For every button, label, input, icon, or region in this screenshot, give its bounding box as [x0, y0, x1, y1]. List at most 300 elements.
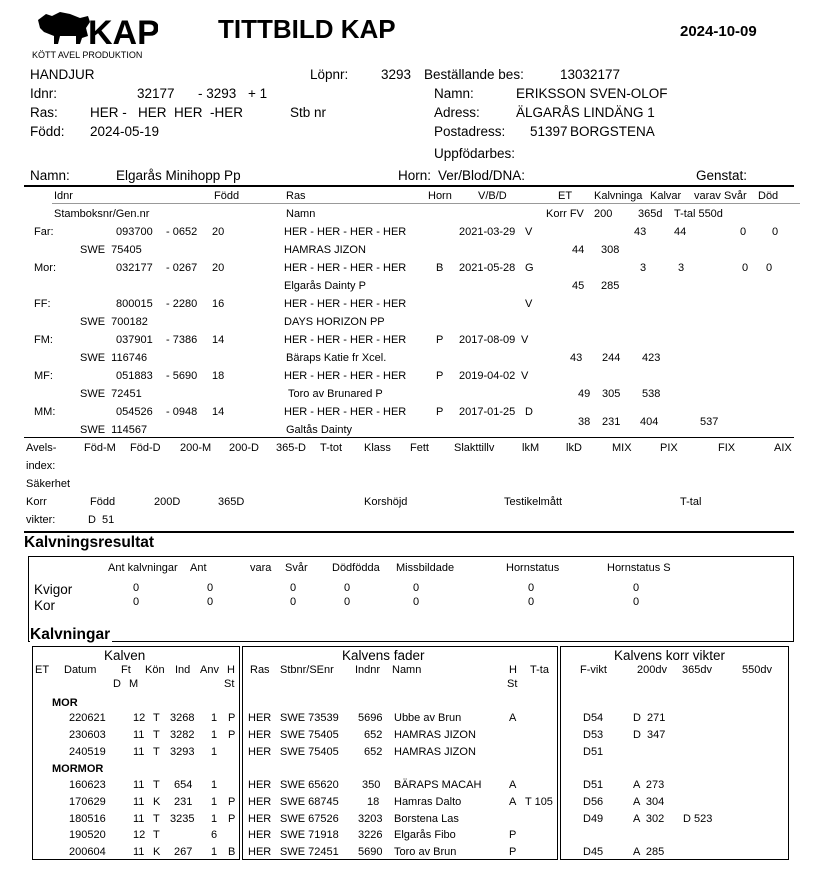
ped-ras: HER - HER - HER - HER: [284, 226, 407, 238]
k-200: D 347: [633, 729, 666, 741]
ped-c4: 0: [772, 226, 779, 238]
avel-head: MIX: [612, 442, 632, 454]
ped-horn: B: [436, 262, 444, 274]
ped-ras: HER - HER - HER - HER: [284, 298, 407, 310]
k-ind: 267: [174, 846, 193, 858]
k-ft: 11: [133, 813, 145, 825]
idnr-check: + 1: [248, 86, 268, 101]
ped-name: Galtås Dainty: [286, 424, 353, 436]
animal-name: Elgarås Minihopp Pp: [116, 168, 241, 183]
stb-label: Stb nr: [290, 105, 327, 120]
k-stb: SWE 65620: [280, 779, 339, 791]
ped-vbd: D: [525, 406, 533, 418]
sakerhet-label: Säkerhet: [26, 478, 71, 490]
divider: [24, 531, 794, 533]
ped-date: 2017-01-25: [459, 406, 516, 418]
idnr-label: Idnr:: [30, 86, 58, 101]
avel-head: Föd-D: [130, 442, 161, 454]
ped-r2: 244: [602, 352, 621, 364]
k-h: P: [228, 729, 236, 741]
kh-anv: Anv: [200, 664, 219, 676]
ped-header-et: ET: [558, 190, 573, 202]
ped-nr: - 0652: [166, 226, 198, 238]
lopnr-value: 3293: [381, 67, 412, 82]
k-anv: 1: [211, 846, 218, 858]
k-ft: 11: [133, 729, 145, 741]
avel-head: T-tot: [320, 442, 343, 454]
k-datum: 220621: [69, 712, 106, 724]
k-namn: HAMRAS JIZON: [394, 746, 476, 758]
k-fv: D45: [583, 846, 604, 858]
k-indnr: 350: [362, 779, 381, 791]
mormor-group-label: MORMOR: [52, 763, 104, 775]
group-korr: Kalvens korr vikter: [614, 648, 726, 663]
ped-label: FF:: [34, 298, 51, 310]
k-namn: BÄRAPS MACAH: [394, 779, 482, 791]
kr-value: 0: [207, 582, 214, 594]
postadress-label: Postadress:: [434, 124, 506, 139]
avel-head: Föd-M: [84, 442, 116, 454]
kr-value: 0: [633, 582, 640, 594]
kr-header: Ant: [190, 562, 207, 574]
k-ras: HER: [248, 796, 272, 808]
k-datum: 170629: [69, 796, 106, 808]
ped-c4: 0: [766, 262, 773, 274]
kh-datum: Datum: [64, 664, 97, 676]
group-kalven: Kalven: [104, 648, 146, 663]
ped-year: 14: [212, 406, 225, 418]
ped-stb: SWE 75405: [80, 244, 142, 256]
kh-st: St: [224, 678, 235, 690]
kalvningar-title: Kalvningar: [30, 626, 111, 643]
k-namn: HAMRAS JIZON: [394, 729, 476, 741]
k-anv: 1: [211, 813, 218, 825]
ped-vbd: V: [521, 370, 529, 382]
k-ras: HER: [248, 712, 272, 724]
ped-r3: 538: [642, 388, 661, 400]
ped-c1: 3: [640, 262, 647, 274]
k-indnr: 3203: [358, 813, 383, 825]
ped-r1: 38: [578, 416, 591, 428]
ped-date: 2019-04-02: [459, 370, 516, 382]
k-anv: 6: [211, 829, 218, 841]
ped-idnr: 051883: [116, 370, 153, 382]
kh-kon: Kön: [145, 664, 165, 676]
owner-name: ERIKSSON SVEN-OLOF: [516, 86, 668, 101]
ras-value: HER - HER HER -HER: [90, 105, 244, 120]
ped-idnr: 054526: [116, 406, 153, 418]
kr-value: 0: [344, 582, 351, 594]
ped-c2: 44: [674, 226, 687, 238]
kr-value: 0: [413, 582, 420, 594]
k-datum: 180516: [69, 813, 106, 825]
ped-ras: HER - HER - HER - HER: [284, 370, 407, 382]
ped-header-kalvar: Kalvar: [650, 190, 682, 202]
ped-r2: 305: [602, 388, 621, 400]
bestallande-value: 13032177: [560, 67, 621, 82]
ped-date: 2017-08-09: [459, 334, 516, 346]
ped-header-horn: Horn: [428, 190, 452, 202]
ped-ras: HER - HER - HER - HER: [284, 262, 407, 274]
dna-label: Ver/Blod/DNA:: [438, 168, 526, 183]
k-anv: 1: [211, 746, 218, 758]
print-date: 2024-10-09: [680, 23, 757, 40]
kr-value: 0: [133, 582, 140, 594]
kr-value: 0: [528, 582, 535, 594]
k-kon: T: [153, 779, 160, 791]
ped-year: 14: [212, 334, 225, 346]
ped-year: 20: [212, 262, 225, 274]
ped-r1: 43: [570, 352, 583, 364]
avel-head: PIX: [660, 442, 678, 454]
postnr-value: 51397: [530, 124, 568, 139]
k-fv: D49: [583, 813, 604, 825]
ped-date: 2021-03-29: [459, 226, 516, 238]
ped-nr: - 0948: [166, 406, 198, 418]
bestallande-label: Beställande bes:: [424, 67, 524, 82]
ped-idnr: 800015: [116, 298, 153, 310]
k-ras: HER: [248, 729, 272, 741]
k-fh: A: [509, 779, 517, 791]
korr-head: Testikelmått: [504, 496, 563, 508]
ped-header-namn: Namn: [286, 208, 316, 220]
k-ras: HER: [248, 813, 272, 825]
korr-head: Korr: [26, 496, 47, 508]
ped-header-200: 200: [594, 208, 613, 220]
avel-head: Slakttillv: [454, 442, 495, 454]
ped-year: 18: [212, 370, 225, 382]
kr-header: vara: [250, 562, 272, 574]
ped-date: 2021-05-28: [459, 262, 516, 274]
kh-indnr: Indnr: [355, 664, 381, 676]
k-indnr: 652: [364, 729, 383, 741]
kr-value: 0: [633, 596, 640, 608]
k-anv: 1: [211, 729, 218, 741]
kh-fvikt: F-vikt: [580, 664, 607, 676]
k-stb: SWE 67526: [280, 813, 339, 825]
k-ind: 231: [174, 796, 193, 808]
ped-idnr: 032177: [116, 262, 153, 274]
korr-head: T-tal: [680, 496, 702, 508]
ped-header-dod: Död: [758, 190, 779, 202]
horn-label: Horn:: [398, 168, 432, 183]
ped-idnr: 093700: [116, 226, 153, 238]
k-200: D 271: [633, 712, 666, 724]
kr-row-label: Kor: [34, 598, 56, 613]
logo-text: KAP: [88, 14, 158, 52]
fodd-value: 2024-05-19: [90, 124, 160, 139]
avel-head: 200-D: [229, 442, 259, 454]
ped-c3: 0: [742, 262, 749, 274]
ped-header-fodd: Född: [214, 190, 240, 202]
k-200: A 302: [633, 813, 665, 825]
ped-vbd: V: [525, 298, 533, 310]
k-fv: D51: [583, 779, 604, 791]
kr-row-label: Kvigor: [34, 582, 73, 597]
kap-logo: [30, 6, 158, 62]
k-fh: P: [509, 846, 517, 858]
kh-ras: Ras: [250, 664, 270, 676]
cow-silhouette-icon: [38, 12, 90, 44]
ped-r3: 404: [640, 416, 659, 428]
adress-label: Adress:: [434, 105, 480, 120]
k-fv: D54: [583, 712, 604, 724]
ped-r1: 49: [578, 388, 591, 400]
kr-header: Svår: [285, 562, 308, 574]
sex-label: HANDJUR: [30, 67, 95, 82]
k-stb: SWE 73539: [280, 712, 339, 724]
korr-head: Född: [90, 496, 116, 508]
k-ft: 11: [133, 796, 145, 808]
animal-name-label: Namn:: [30, 168, 70, 183]
ped-label: MM:: [34, 406, 56, 418]
k-namn: Hamras Dalto: [394, 796, 462, 808]
ped-header-kalvninga: Kalvninga: [594, 190, 643, 202]
k-kon: T: [153, 746, 160, 758]
kh-d: D: [113, 678, 121, 690]
ras-label: Ras:: [30, 105, 58, 120]
ped-horn: P: [436, 406, 444, 418]
k-stb: SWE 71918: [280, 829, 339, 841]
ped-vbd: G: [525, 262, 534, 274]
uppfodarbes-label: Uppfödarbes:: [434, 146, 516, 161]
ped-r1: 45: [572, 280, 585, 292]
k-h: P: [228, 813, 236, 825]
ped-header-vbd: V/B/D: [478, 190, 507, 202]
owner-name-label: Namn:: [434, 86, 474, 101]
ped-header-ras: Ras: [286, 190, 306, 202]
k-ind: 3235: [170, 813, 195, 825]
kh-st2: St: [507, 678, 518, 690]
k-fh: A: [509, 796, 517, 808]
ped-idnr: 037901: [116, 334, 153, 346]
divider: [24, 185, 794, 187]
vikter-label: vikter:: [26, 514, 56, 526]
k-kon: K: [153, 796, 161, 808]
kr-header: Ant kalvningar: [108, 562, 178, 574]
k-stb: SWE 68745: [280, 796, 339, 808]
k-indnr: 5696: [358, 712, 383, 724]
ped-nr: - 7386: [166, 334, 198, 346]
kr-value: 0: [344, 596, 351, 608]
k-namn: Toro av Brun: [394, 846, 457, 858]
fodd-label: Född:: [30, 124, 65, 139]
ped-r2: 285: [601, 280, 620, 292]
kh-h2: H: [509, 664, 517, 676]
kh-365: 365dv: [682, 664, 712, 676]
avel-head: Fett: [410, 442, 429, 454]
ped-header-korrfv: Korr FV: [546, 208, 584, 220]
k-365: D 523: [683, 813, 713, 825]
k-ft: 11: [133, 746, 145, 758]
ped-ras: HER - HER - HER - HER: [284, 334, 407, 346]
avel-head: lkD: [566, 442, 582, 454]
k-datum: 200604: [69, 846, 106, 858]
kh-m: M: [129, 678, 139, 690]
avel-head: Klass: [364, 442, 391, 454]
k-anv: 1: [211, 796, 218, 808]
avel-head: 200-M: [180, 442, 212, 454]
ped-vbd: V: [521, 334, 529, 346]
ped-c2: 3: [678, 262, 685, 274]
lopnr-label: Löpnr:: [310, 67, 349, 82]
k-datum: 240519: [69, 746, 106, 758]
k-ind: 3282: [170, 729, 195, 741]
k-kon: K: [153, 846, 161, 858]
k-datum: 230603: [69, 729, 106, 741]
ped-r1: 44: [572, 244, 585, 256]
ped-name: HAMRAS JIZON: [284, 244, 366, 256]
ped-r3: 423: [642, 352, 661, 364]
k-200: A 285: [633, 846, 665, 858]
k-ft: 11: [133, 846, 145, 858]
ped-c1: 43: [634, 226, 647, 238]
kr-header: Dödfödda: [332, 562, 380, 574]
kr-header: Hornstatus S: [607, 562, 671, 574]
k-fh: P: [509, 829, 517, 841]
page-title: TITTBILD KAP: [218, 14, 396, 44]
ped-header-svar: Svår: [724, 190, 747, 202]
k-200: A 273: [633, 779, 665, 791]
adress-value: ÄLGARÅS LINDÄNG 1: [516, 105, 655, 120]
kh-550: 550dv: [742, 664, 772, 676]
kr-header: Hornstatus: [506, 562, 560, 574]
ped-horn: P: [436, 334, 444, 346]
ped-header-stambok: Stamboksnr/Gen.nr: [54, 208, 150, 220]
ped-c3: 0: [740, 226, 747, 238]
korr-head: Korshöjd: [364, 496, 408, 508]
idnr-number: - 3293: [198, 86, 237, 101]
ped-year: 20: [212, 226, 225, 238]
ped-header-365d: 365d: [638, 208, 663, 220]
avel-head: AIX: [774, 442, 792, 454]
kalvningsresultat-title: Kalvningsresultat: [24, 534, 155, 551]
ped-ras: HER - HER - HER - HER: [284, 406, 407, 418]
ped-horn: P: [436, 370, 444, 382]
ped-header-idnr: Idnr: [54, 190, 73, 202]
k-namn: Elgarås Fibo: [394, 829, 456, 841]
k-kon: T: [153, 729, 160, 741]
ped-r4: 537: [700, 416, 719, 428]
k-200: A 304: [633, 796, 665, 808]
ped-header-ttal: T-tal 550d: [674, 208, 723, 220]
genstat-label: Genstat:: [696, 168, 748, 183]
ped-year: 16: [212, 298, 225, 310]
ped-name: Elgarås Dainty P: [284, 280, 366, 292]
k-h: P: [228, 712, 236, 724]
k-fv: D51: [583, 746, 604, 758]
kr-value: 0: [290, 582, 297, 594]
divider: [24, 437, 794, 438]
kh-h: H: [227, 664, 235, 676]
k-kon: T: [153, 712, 160, 724]
k-stb: SWE 75405: [280, 746, 339, 758]
k-anv: 1: [211, 779, 218, 791]
k-namn: Ubbe av Brun: [394, 712, 462, 724]
k-ind: 3293: [170, 746, 195, 758]
k-ind: 654: [174, 779, 193, 791]
k-indnr: 3226: [358, 829, 383, 841]
ped-vbd: V: [525, 226, 533, 238]
k-h: B: [228, 846, 236, 858]
k-ft: 11: [133, 779, 145, 791]
ped-stb: SWE 72451: [80, 388, 142, 400]
k-indnr: 18: [367, 796, 380, 808]
k-datum: 160623: [69, 779, 106, 791]
kh-ft: Ft: [121, 664, 131, 676]
idnr-value: 32177: [137, 86, 175, 101]
kh-stbnr: Stbnr/SEnr: [280, 664, 334, 676]
ped-r2: 308: [601, 244, 620, 256]
ped-nr: - 0267: [166, 262, 198, 274]
logo-subtitle: KÖTT AVEL PRODUKTION: [32, 50, 143, 60]
kh-tta: T-ta: [530, 664, 549, 676]
ped-r2: 231: [602, 416, 621, 428]
avel-head: Avels-: [26, 442, 57, 454]
k-indnr: 5690: [358, 846, 383, 858]
avel-head: FIX: [718, 442, 736, 454]
ped-stb: SWE 116746: [80, 352, 148, 364]
vikter-value: D 51: [88, 514, 115, 526]
k-ras: HER: [248, 779, 272, 791]
k-ras: HER: [248, 829, 272, 841]
ped-nr: - 2280: [166, 298, 198, 310]
k-stb: SWE 75405: [280, 729, 339, 741]
k-ft: 12: [133, 829, 146, 841]
ped-header-varav: varav: [694, 190, 721, 202]
k-ind: 3268: [170, 712, 195, 724]
k-anv: 1: [211, 712, 218, 724]
kh-et: ET: [35, 664, 50, 676]
mor-group-label: MOR: [52, 697, 78, 709]
ped-nr: - 5690: [166, 370, 198, 382]
k-fv: D56: [583, 796, 604, 808]
k-indnr: 652: [364, 746, 383, 758]
kr-value: 0: [207, 596, 214, 608]
k-fh: A: [509, 712, 517, 724]
kh-namn: Namn: [392, 664, 422, 676]
k-datum: 190520: [69, 829, 106, 841]
avel-head: lkM: [522, 442, 540, 454]
kr-value: 0: [290, 596, 297, 608]
group-fader: Kalvens fader: [342, 648, 425, 663]
k-fv: D53: [583, 729, 604, 741]
kr-header: Missbildade: [396, 562, 455, 574]
kr-value: 0: [528, 596, 535, 608]
avel-head: 365-D: [276, 442, 306, 454]
ped-label: FM:: [34, 334, 53, 346]
kr-value: 0: [413, 596, 420, 608]
ped-name: Toro av Brunared P: [288, 388, 383, 400]
ort-value: BORGSTENA: [570, 124, 655, 139]
ped-stb: SWE 114567: [80, 424, 148, 436]
divider: [52, 203, 800, 204]
ped-name: DAYS HORIZON PP: [284, 316, 385, 328]
k-tta: T 105: [525, 796, 553, 808]
kh-200: 200dv: [637, 664, 667, 676]
kr-value: 0: [133, 596, 140, 608]
k-ras: HER: [248, 846, 272, 858]
index-label: index:: [26, 460, 56, 472]
ped-label: Far:: [34, 226, 54, 238]
k-h: P: [228, 796, 236, 808]
korr-head: 200D: [154, 496, 181, 508]
korr-head: 365D: [218, 496, 245, 508]
ped-stb: SWE 700182: [80, 316, 148, 328]
k-kon: T: [153, 813, 160, 825]
k-kon: T: [153, 829, 160, 841]
k-namn: Borstena Las: [394, 813, 459, 825]
